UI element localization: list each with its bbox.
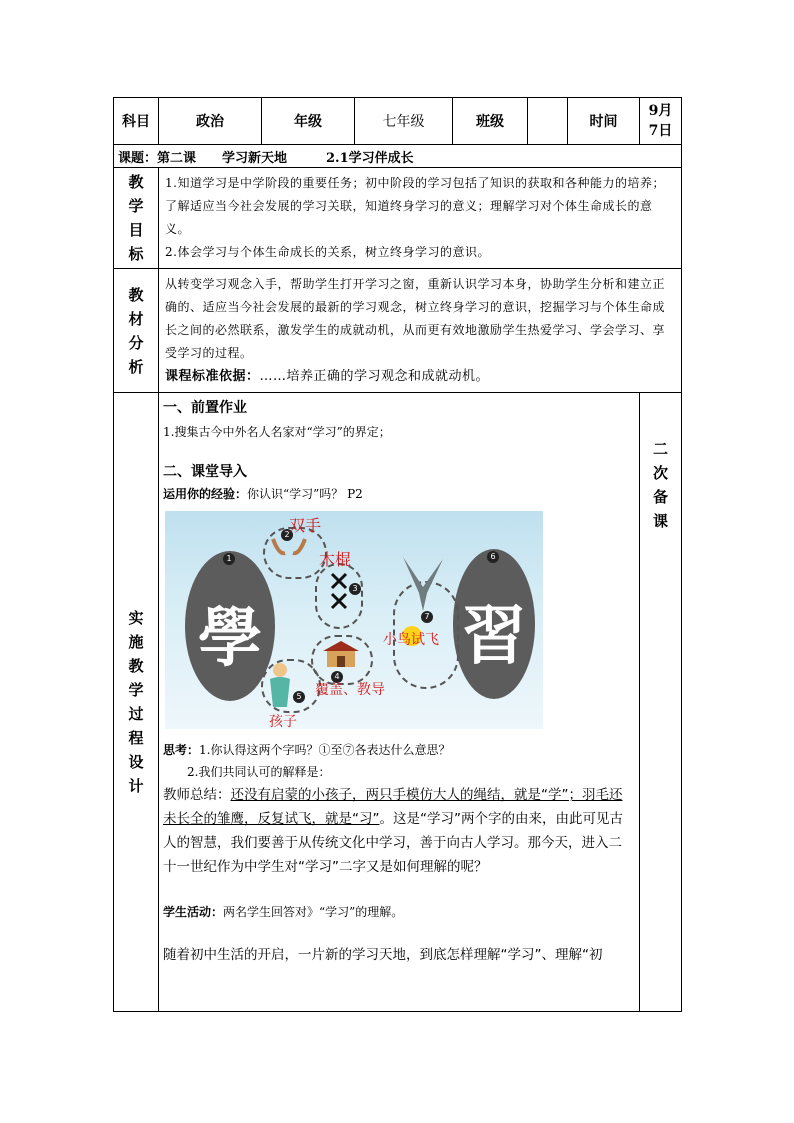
topic-title: 课题：第二课 学习新天地 2.1学习伴成长 (114, 145, 682, 168)
activity-text: 两名学生回答对》“学习”的理解。 (223, 905, 404, 919)
think-label: 思考： (163, 743, 200, 757)
num-2: 2 (281, 529, 293, 541)
section-1-title: 一、前置作业 (163, 400, 247, 416)
bird-icon (399, 553, 447, 613)
teacher-rest: 。这是“学习”两个字的由来，由此可见古人的智慧，我们要善于从传统文化中学习，善于向古人学习。那今天，进入二十一世纪作为中学生对“学习”二字又是如何理解的呢？ (163, 811, 623, 875)
second-prep-column: 二 次 备 课 (640, 393, 682, 1012)
subject-value: 政治 (159, 98, 262, 145)
num-7: 7 (421, 611, 433, 623)
char-xi: 習 (462, 599, 526, 674)
section-1-item: 1.搜集古今中外名人名家对“学习”的界定； (163, 425, 391, 439)
caption-hands: 双手 (289, 516, 322, 535)
num-4: 4 (331, 671, 343, 683)
class-label: 班级 (453, 98, 528, 145)
topic-row (114, 145, 682, 168)
caption-bird: 小鸟试飞 (383, 632, 439, 648)
goals-label: 教 学 目 标 (114, 168, 159, 269)
caption-sticks: 木棍 (319, 550, 352, 569)
analysis-text: 从转变学习观念入手，帮助学生打开学习之窗，重新认识学习本身，协助学生分析和建立正确的、适应当今社会发展的最新的学习观念，树立终身学习的意识，挖掘学习与个体生命成长之间的必然联系，激发学生的成就动机，从而更有效地激励学生热爱学习、学会学习、享受学习的过程。 (165, 277, 666, 360)
time-label: 时间 (568, 98, 640, 145)
process-label: 实 施 教 学 过 程 设 计 (114, 393, 159, 1012)
xuexi-figure (165, 511, 543, 729)
process-row (114, 393, 682, 1012)
hands-icon (269, 535, 309, 561)
num-3: 3 (349, 583, 361, 595)
think-text: 1.你认得这两个字吗？①至⑦各表达什么意思？ (199, 743, 451, 757)
lesson-plan (113, 97, 681, 1012)
standard-label: 课程标准依据： (165, 369, 260, 384)
num-6: 6 (487, 551, 499, 563)
goals-content (159, 168, 682, 269)
curriculum-standard (165, 365, 675, 388)
experience-text: 你认识“学习”吗？ P2 (247, 487, 363, 501)
subject-label: 科目 (114, 98, 159, 145)
lesson-plan-table (113, 97, 682, 1012)
sticks-icon (329, 571, 349, 613)
grade-value: 七年级 (355, 98, 453, 145)
goals-item-1: 1.知道学习是中学阶段的重要任务；初中阶段的学习包括了知识的获取和各种能力的培养；了解适应当今社会发展的学习关联，知道终身学习的意义；理解学习对个体生命成长的意义。 (165, 176, 665, 236)
child-icon (265, 661, 295, 711)
date-month: 9月 (648, 103, 673, 119)
class-value (528, 98, 568, 145)
goals-item-2: 2.体会学习与个体生命成长的关系，树立终身学习的意识。 (165, 245, 490, 259)
process-content (159, 393, 640, 1012)
header-row (114, 98, 682, 145)
goals-row (114, 168, 682, 269)
num-5: 5 (293, 691, 305, 703)
char-xue: 學 (198, 601, 262, 676)
last-line: 随着初中生活的开启，一片新的学习天地，到底怎样理解“学习”、理解“初 (163, 947, 603, 963)
analysis-content (159, 269, 682, 393)
think-item-2: 2.我们共同认可的解释是： (187, 765, 331, 779)
section-2-title: 二、课堂导入 (163, 464, 247, 480)
experience-label: 运用你的经验： (163, 487, 248, 501)
date-cell (640, 98, 682, 145)
caption-child: 孩子 (269, 714, 297, 730)
standard-text: ……培养正确的学习观念和成就动机。 (259, 369, 490, 384)
analysis-row (114, 269, 682, 393)
experience-line (163, 483, 635, 505)
date-day: 7日 (648, 123, 673, 139)
teacher-summary (163, 783, 635, 879)
teacher-underlined: 还没有启蒙的小孩子，两只手模仿大人的绳结，就是“学”；羽毛还未长全的雏鹰，反复试飞，就是“习” (163, 787, 623, 827)
activity-label: 学生活动： (163, 905, 224, 919)
analysis-label: 教 材 分 析 (114, 269, 159, 393)
num-1: 1 (223, 553, 235, 565)
activity-line (163, 901, 635, 923)
caption-cover: 覆盖、教导 (315, 682, 385, 698)
grade-label: 年级 (262, 98, 355, 145)
house-icon (321, 639, 361, 669)
teacher-label: 教师总结： (163, 787, 231, 803)
think-line (163, 739, 635, 761)
